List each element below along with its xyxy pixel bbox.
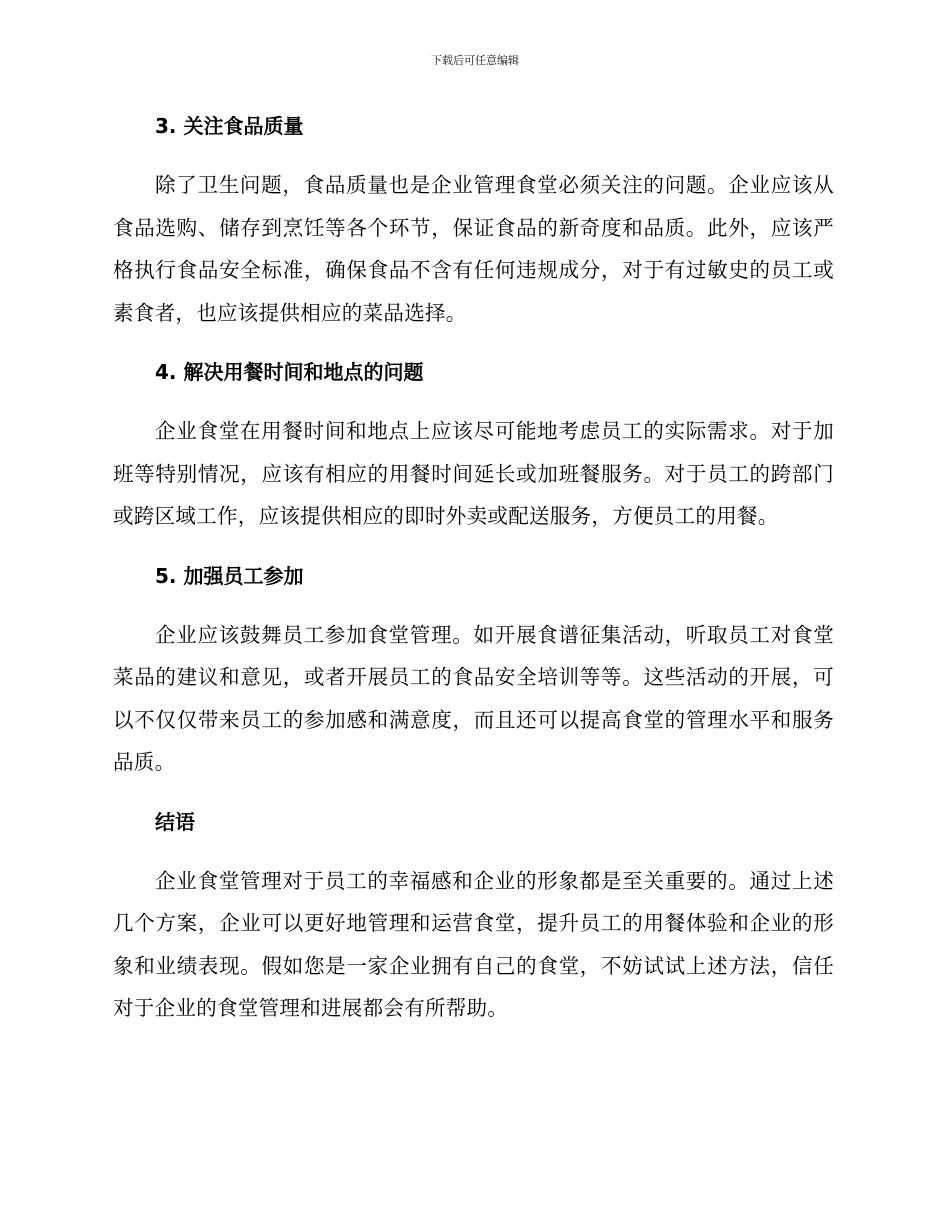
document-body xyxy=(113,108,834,1050)
section-heading: 4. 解决用餐时间和地点的问题 xyxy=(155,360,424,384)
section-paragraph: 企业食堂管理对于员工的幸福感和企业的形象都是至关重要的。通过上述几个方案，企业可以更好地管理和运营食堂，提升员工的用餐体验和企业的形象和业绩表现。假如您是一家企业拥有自己的食堂，不妨试试上述方法，信任对于企业的食堂管理和进展都会有所帮助。 xyxy=(113,868,834,1020)
section-heading: 3. 关注食品质量 xyxy=(155,114,304,138)
section-employee-participation xyxy=(113,558,834,784)
section-heading: 5. 加强员工参加 xyxy=(155,563,304,588)
section-heading: 结语 xyxy=(155,809,195,834)
page-header: 下载后可任意编辑 xyxy=(431,54,519,67)
section-paragraph: 企业食堂在用餐时间和地点上应该尽可能地考虑员工的实际需求。对于加班等特别情况，应该有相应的用餐时间延长或加班餐服务。对于员工的跨部门或跨区域工作，应该提供相应的即时外卖或配送服务，方便员工的用餐。 xyxy=(113,419,834,528)
section-meal-time-location xyxy=(113,354,834,538)
section-paragraph: 除了卫生问题，食品质量也是企业管理食堂必须关注的问题。企业应该从食品选购、储存到烹饪等各个环节，保证食品的新奇度和品质。此外，应该严格执行食品安全标准，确保食品不含有任何违规成分，对于有过敏史的员工或素食者，也应该提供相应的菜品选择。 xyxy=(113,173,834,325)
section-conclusion xyxy=(113,804,834,1030)
section-paragraph: 企业应该鼓舞员工参加食堂管理。如开展食谱征集活动，听取员工对食堂菜品的建议和意见，或者开展员工的食品安全培训等等。这些活动的开展，可以不仅仅带来员工的参加感和满意度，而且还可以提高食堂的管理水平和服务品质。 xyxy=(113,622,834,774)
section-food-quality xyxy=(113,108,834,334)
